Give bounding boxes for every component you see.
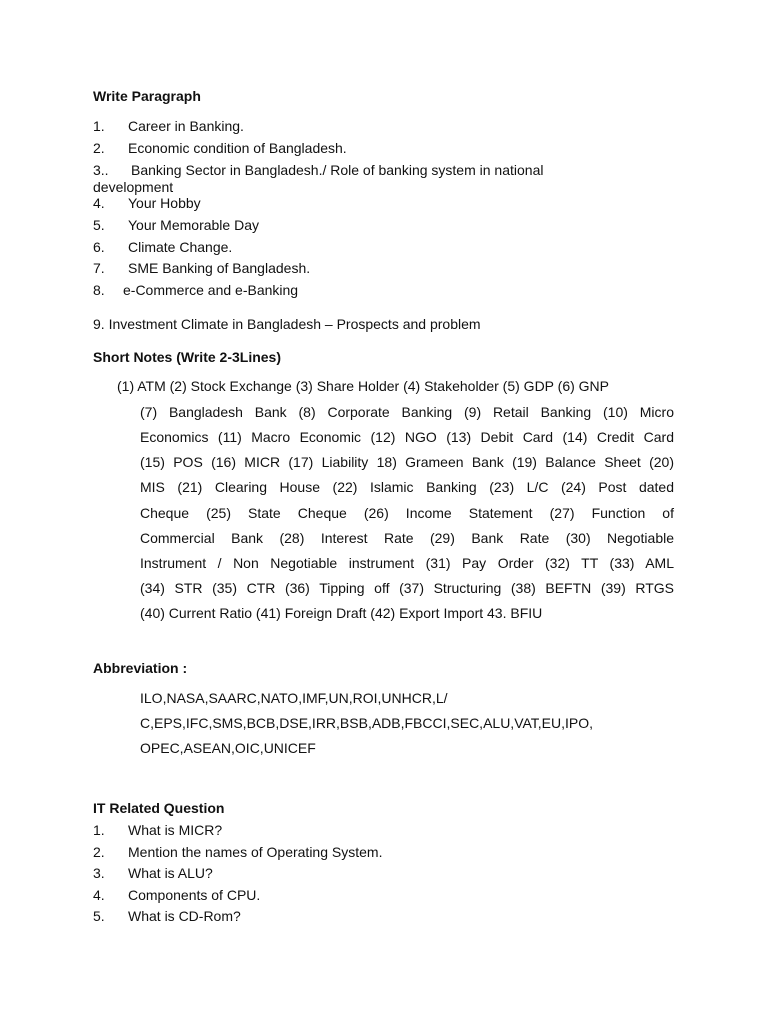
short-notes-first-line: (1) ATM (2) Stock Exchange (3) Share Holder (4) Stakeholder (5) GDP (6) GNP bbox=[117, 378, 609, 394]
item-text: Components of CPU. bbox=[128, 887, 261, 903]
short-notes-line: Instrument / Non Negotiable instrument (31) Pay Order (32) TT (33) AML bbox=[140, 555, 674, 571]
abbreviation-line: ILO,NASA,SAARC,NATO,IMF,UN,ROI,UNHCR,L/ bbox=[140, 690, 448, 706]
item-text: What is MICR? bbox=[128, 822, 223, 838]
list-item-nine: 9. Investment Climate in Bangladesh – Prospects and problem bbox=[93, 316, 481, 332]
item-text-continuation: development bbox=[93, 179, 174, 195]
item-number: 8. bbox=[93, 282, 105, 298]
item-text: Climate Change. bbox=[128, 239, 233, 255]
item-text: What is CD-Rom? bbox=[128, 908, 241, 924]
item-text: Mention the names of Operating System. bbox=[128, 844, 383, 860]
short-notes-line: (40) Current Ratio (41) Foreign Draft (42) Export Import 43. BFIU bbox=[140, 605, 543, 621]
item-number: 1. bbox=[93, 118, 105, 134]
write-paragraph-heading: Write Paragraph bbox=[93, 88, 201, 104]
abbreviation-line: C,EPS,IFC,SMS,BCB,DSE,IRR,BSB,ADB,FBCCI,SEC,ALU,VAT,EU,IPO, bbox=[140, 715, 594, 731]
item-number: 3. bbox=[93, 865, 105, 881]
item-number: 3.. bbox=[93, 162, 109, 178]
short-notes-line: MIS (21) Clearing House (22) Islamic Banking (23) L/C (24) Post dated bbox=[140, 479, 674, 495]
item-number: 1. bbox=[93, 822, 105, 838]
item-number: 4. bbox=[93, 195, 105, 211]
item-text: What is ALU? bbox=[128, 865, 213, 881]
item-number: 5. bbox=[93, 217, 105, 233]
abbreviation-line: OPEC,ASEAN,OIC,UNICEF bbox=[140, 740, 316, 756]
item-text: Your Memorable Day bbox=[128, 217, 259, 233]
it-question-heading: IT Related Question bbox=[93, 800, 225, 816]
short-notes-line: Commercial Bank (28) Interest Rate (29) Bank Rate (30) Negotiable bbox=[140, 530, 674, 546]
item-text: Your Hobby bbox=[128, 195, 201, 211]
short-notes-line: Cheque (25) State Cheque (26) Income Statement (27) Function of bbox=[140, 505, 674, 521]
short-notes-line: (34) STR (35) CTR (36) Tipping off (37) Structuring (38) BEFTN (39) RTGS bbox=[140, 580, 674, 596]
item-text: Career in Banking. bbox=[128, 118, 244, 134]
item-number: 2. bbox=[93, 844, 105, 860]
item-text: Economic condition of Bangladesh. bbox=[128, 140, 347, 156]
item-number: 2. bbox=[93, 140, 105, 156]
item-text: e-Commerce and e-Banking bbox=[123, 282, 299, 298]
list-item bbox=[93, 118, 105, 134]
item-text: SME Banking of Bangladesh. bbox=[128, 260, 311, 276]
abbreviation-heading: Abbreviation : bbox=[93, 660, 188, 676]
short-notes-heading: Short Notes (Write 2-3Lines) bbox=[93, 349, 281, 365]
item-text: Banking Sector in Bangladesh./ Role of banking system in national bbox=[131, 162, 544, 178]
item-number: 4. bbox=[93, 887, 105, 903]
item-number: 6. bbox=[93, 239, 105, 255]
short-notes-line: Economics (11) Macro Economic (12) NGO (13) Debit Card (14) Credit Card bbox=[140, 429, 674, 445]
item-number: 5. bbox=[93, 908, 105, 924]
item-number: 7. bbox=[93, 260, 105, 276]
short-notes-line: (7) Bangladesh Bank (8) Corporate Banking (9) Retail Banking (10) Micro bbox=[140, 404, 674, 420]
short-notes-line: (15) POS (16) MICR (17) Liability 18) Grameen Bank (19) Balance Sheet (20) bbox=[140, 454, 674, 470]
